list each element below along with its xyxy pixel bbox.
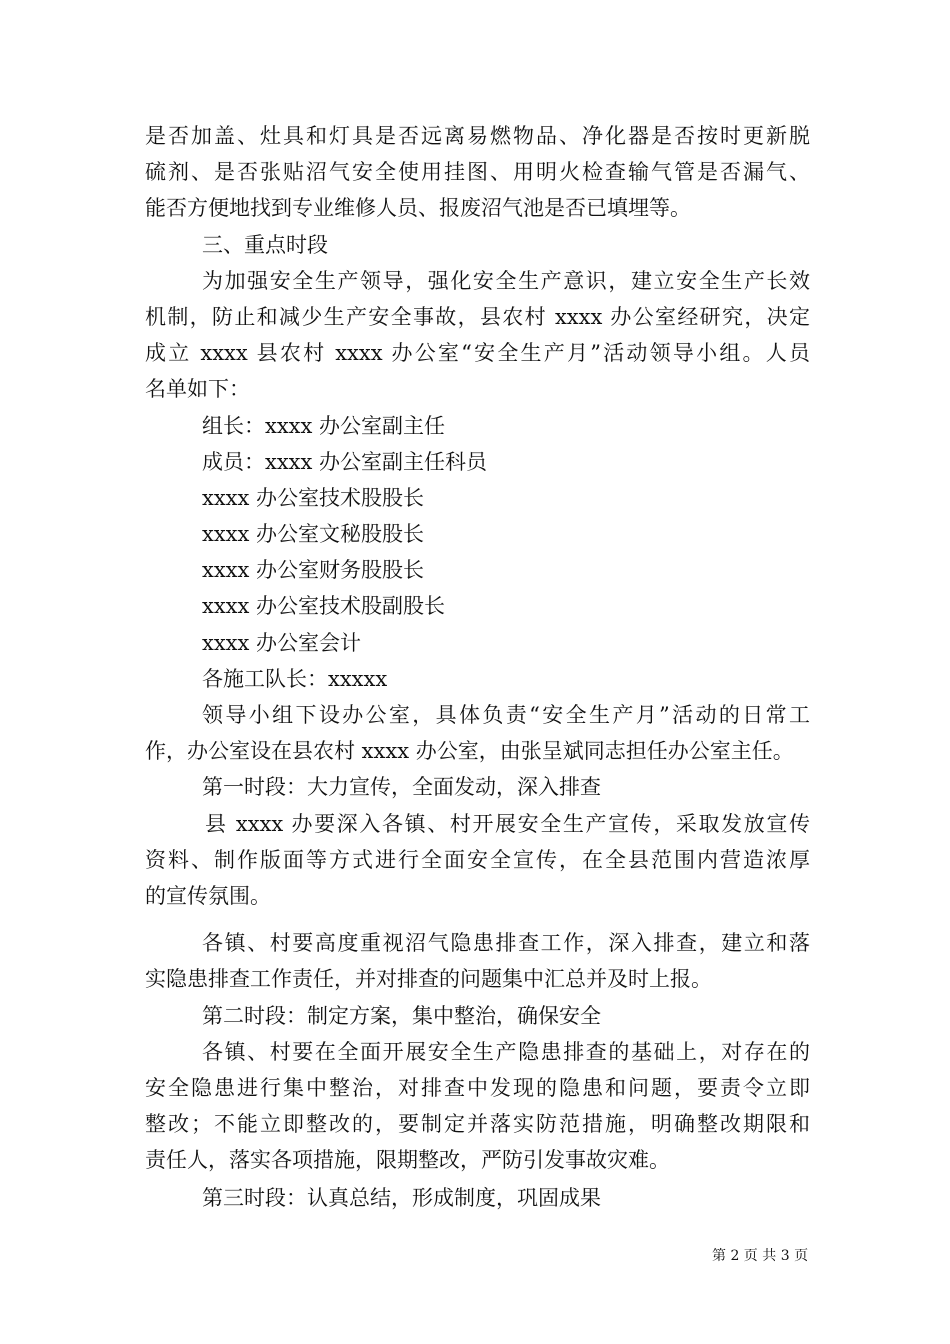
text-line: 名单如下：	[145, 377, 250, 402]
paragraph-leadership-group	[145, 263, 810, 408]
paragraph-hazard-check	[145, 925, 810, 997]
text-line: 实隐患排查工作责任，并对排查的问题集中汇总并及时上报。	[145, 967, 712, 992]
text-line: 县 xxxx 办要深入各镇、村开展安全生产宣传，采取发放宣传	[205, 811, 810, 836]
text-line: 整改；不能立即整改的，要制定并落实防范措施，明确整改期限和	[145, 1112, 810, 1137]
member-list-item: 组长：xxxx 办公室副主任	[202, 413, 446, 438]
text-line: 机制，防止和减少生产安全事故，县农村 xxxx 办公室经研究，决定	[145, 304, 810, 329]
phase-three-heading: 第三时段：认真总结，形成制度，巩固成果	[202, 1186, 601, 1211]
page-number-footer: 第 2 页 共 3 页	[712, 1248, 809, 1264]
text-line: 责任人，落实各项措施，限期整改，严防引发事故灾难。	[145, 1148, 670, 1173]
member-list-item: xxxx 办公室技术股股长	[202, 485, 425, 510]
text-line: 领导小组下设办公室，具体负责“安全生产月”活动的日常工	[202, 703, 810, 727]
member-list-item: xxxx 办公室技术股副股长	[202, 594, 446, 619]
paragraph-publicity	[145, 806, 810, 915]
phase-one-heading: 第一时段：大力宣传，全面发动，深入排查	[202, 775, 601, 800]
document-body	[145, 118, 810, 1217]
paragraph-safety-checks	[145, 118, 810, 227]
member-list-item: xxxx 办公室财务股股长	[202, 558, 425, 583]
member-list-item: xxxx 办公室文秘股股长	[202, 522, 425, 547]
text-line: 能否方便地找到专业维修人员、报废沼气池是否已填埋等。	[145, 196, 691, 221]
member-list	[145, 408, 810, 698]
section-heading: 三、重点时段	[202, 232, 328, 257]
text-line: 为加强安全生产领导，强化安全生产意识，建立安全生产长效	[202, 268, 810, 293]
paragraph-office-setup	[145, 697, 810, 769]
text-line: 是否加盖、灶具和灯具是否远离易燃物品、净化器是否按时更新脱	[145, 124, 810, 148]
text-line: 各镇、村要高度重视沼气隐患排查工作，深入排查，建立和落	[202, 931, 810, 956]
paragraph-rectification	[145, 1034, 810, 1179]
member-list-item: 各施工队长：xxxxx	[202, 666, 388, 691]
member-list-item: xxxx 办公室会计	[202, 630, 362, 655]
phase-two-heading: 第二时段：制定方案，集中整治，确保安全	[202, 1003, 601, 1028]
text-line: 资料、制作版面等方式进行全面安全宣传，在全县范围内营造浓厚	[145, 847, 810, 872]
text-line: 作，办公室设在县农村 xxxx 办公室，由张呈斌同志担任办公室主任。	[145, 739, 794, 764]
text-line: 成立 xxxx 县农村 xxxx 办公室“安全生产月”活动领导小组。人员	[145, 341, 810, 366]
member-list-item: 成员：xxxx 办公室副主任科员	[202, 449, 488, 474]
text-line: 硫剂、是否张贴沼气安全使用挂图、用明火检查输气管是否漏气、	[145, 160, 810, 185]
text-line: 安全隐患进行集中整治，对排查中发现的隐患和问题，要责令立即	[145, 1075, 810, 1100]
text-line: 的宣传氛围。	[145, 883, 271, 908]
text-line: 各镇、村要在全面开展安全生产隐患排查的基础上，对存在的	[202, 1039, 810, 1064]
